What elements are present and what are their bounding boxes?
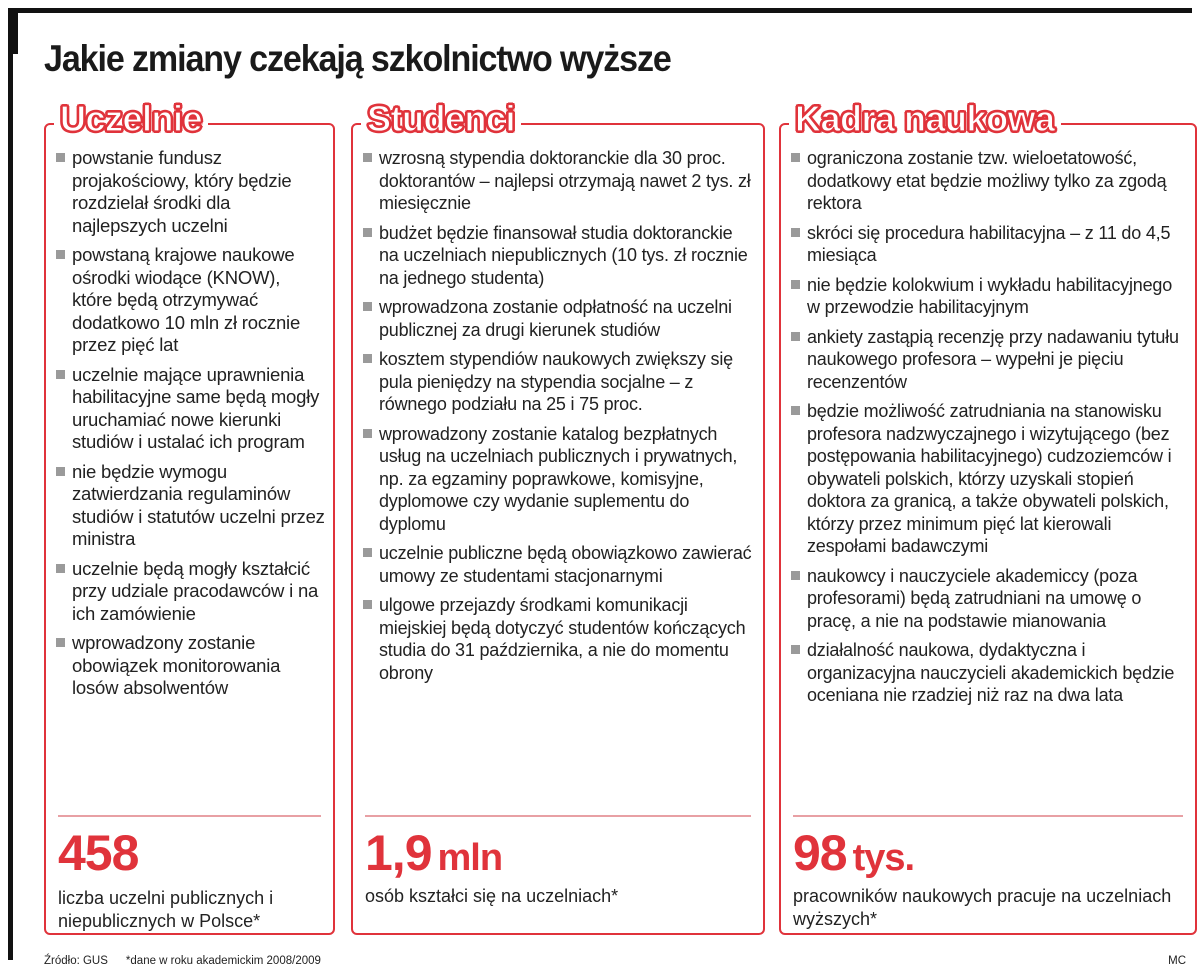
list-item xyxy=(56,558,325,626)
list-item-text: ankiety zastąpią recenzję przy nadawaniu tytułu naukowego profesora – wypełni je pięciu recenzentów xyxy=(807,326,1179,392)
author-initials: MC xyxy=(1168,955,1186,967)
footer-source xyxy=(44,955,321,967)
list-item xyxy=(363,222,755,290)
stat-unit: mln xyxy=(437,837,503,879)
list-item xyxy=(56,364,325,454)
footnote-text: *dane w roku akademickim 2008/2009 xyxy=(125,955,321,967)
list-item-text: wzrosną stypendia doktoranckie dla 30 proc. doktorantów – najlepsi otrzymają nawet 2 tys. zł miesięcznie xyxy=(379,148,751,213)
square-bullet-icon xyxy=(56,250,65,259)
stat-divider xyxy=(793,815,1183,817)
stat-number xyxy=(58,825,144,886)
square-bullet-icon xyxy=(791,153,800,162)
square-bullet-icon xyxy=(791,228,800,237)
square-bullet-icon xyxy=(363,354,372,363)
square-bullet-icon xyxy=(363,600,372,609)
list-item-text: uczelnie mające uprawnienia habilitacyjne same będą mogły uruchamiać nowe kierunki studiów i ustalać ich program xyxy=(72,363,320,452)
stat-caption: liczba uczelni publicznych i niepublicznych w Polsce* xyxy=(58,888,274,931)
square-bullet-icon xyxy=(791,406,800,415)
square-bullet-icon xyxy=(791,645,800,654)
list-item xyxy=(791,565,1187,633)
list-item xyxy=(791,326,1187,394)
list-item xyxy=(363,594,755,684)
list-item xyxy=(363,423,755,536)
list-item xyxy=(56,632,325,700)
column-heading: Uczelnie xyxy=(54,97,208,141)
square-bullet-icon xyxy=(791,332,800,341)
list-item-text: naukowcy i nauczyciele akademiccy (poza profesorami) będą zatrudniani na umowę o pracę, a nie na podstawie mianowania xyxy=(807,565,1142,631)
list-item-text: skróci się procedura habilitacyjna – z 11 do 4,5 miesiąca xyxy=(807,222,1171,265)
column-kadra-naukowa xyxy=(779,98,1197,935)
bullet-list xyxy=(353,125,763,684)
square-bullet-icon xyxy=(56,370,65,379)
list-item-text: uczelnie będą mogły kształcić przy udziale pracodawców i na ich zamówienie xyxy=(72,557,319,624)
stat-divider xyxy=(58,815,321,817)
source-text: Źródło: GUS xyxy=(44,955,108,967)
list-item-text: powstanie fundusz projakościowy, który będzie rozdzielał środki dla najlepszych uczelni xyxy=(72,147,292,236)
bullet-list xyxy=(781,125,1195,707)
list-item xyxy=(56,461,325,551)
square-bullet-icon xyxy=(56,153,65,162)
list-item xyxy=(791,222,1187,267)
list-item-text: wprowadzony zostanie obowiązek monitorowania losów absolwentów xyxy=(72,632,281,698)
list-item xyxy=(791,274,1187,319)
left-frame-rule xyxy=(8,8,13,960)
list-item xyxy=(363,542,755,587)
square-bullet-icon xyxy=(363,429,372,438)
square-bullet-icon xyxy=(56,564,65,573)
square-bullet-icon xyxy=(791,280,800,289)
left-frame-tab xyxy=(8,8,18,54)
square-bullet-icon xyxy=(56,638,65,647)
square-bullet-icon xyxy=(363,548,372,557)
list-item xyxy=(791,400,1187,558)
list-item xyxy=(363,296,755,341)
list-item-text: uczelnie publiczne będą obowiązkowo zawierać umowy ze studentami stacjonarnymi xyxy=(379,543,752,586)
square-bullet-icon xyxy=(363,228,372,237)
page-title: Jakie zmiany czekają szkolnictwo wyższe xyxy=(44,38,671,79)
stat-number xyxy=(365,825,502,886)
stat-value: 458 xyxy=(58,825,139,881)
list-item-text: będzie możliwość zatrudniania na stanowisku profesora nadzwyczajnego i wizytującego (bez postępowania habilitacyjnego) cudzoziemców i obywateli polskich, którzy uzyskali stopień doktora za granicą, a także obywateli polskich, którzy przez minimum pięć lat kierowali zespołami badawczymi xyxy=(807,401,1172,556)
list-item xyxy=(363,348,755,416)
list-item-text: budżet będzie finansował studia doktoranckie na uczelniach niepublicznych (10 tys. zł rocznie na jednego studenta) xyxy=(379,222,748,288)
list-item xyxy=(791,147,1187,215)
list-item xyxy=(791,639,1187,707)
list-item-text: ulgowe przejazdy środkami komunikacji miejskiej będą dotyczyć studentów kończących studia do 31 października, a nie do momentu obrony xyxy=(379,595,746,683)
list-item-text: ograniczona zostanie tzw. wieloetatowość, dodatkowy etat będzie możliwy tylko za zgodą rektora xyxy=(807,148,1167,213)
column-studenci xyxy=(351,98,765,935)
list-item-text: nie będzie wymogu zatwierdzania regulaminów studiów i statutów uczelni przez ministra xyxy=(72,460,325,549)
square-bullet-icon xyxy=(363,302,372,311)
column-uczelnie xyxy=(44,98,335,935)
stat-unit: tys. xyxy=(852,837,915,879)
list-item-text: nie będzie kolokwium i wykładu habilitacyjnego w przewodzie habilitacyjnym xyxy=(807,274,1173,317)
list-item-text: kosztem stypendiów naukowych zwiększy się pula pieniędzy na stypendia socjalne – z równego podziału na 25 i 75 proc. xyxy=(379,349,733,414)
top-frame-rule xyxy=(8,8,1192,13)
stat-value: 98 xyxy=(793,825,847,881)
column-heading: Studenci xyxy=(361,97,521,141)
column-heading: Kadra naukowa xyxy=(789,97,1061,141)
list-item xyxy=(56,244,325,357)
bullet-list xyxy=(46,125,333,700)
list-item-text: powstaną krajowe naukowe ośrodki wiodące (KNOW), które będą otrzymywać dodatkowo 10 mln zł rocznie przez pięć lat xyxy=(72,244,301,355)
square-bullet-icon xyxy=(363,153,372,162)
stat-number xyxy=(793,825,914,886)
list-item-text: wprowadzona zostanie odpłatność na uczelni publicznej za drugi kierunek studiów xyxy=(379,297,732,340)
list-item xyxy=(363,147,755,215)
stat-caption: osób kształci się na uczelniach* xyxy=(365,886,619,906)
list-item xyxy=(56,147,325,237)
list-item-text: działalność naukowa, dydaktyczna i organizacyjna nauczycieli akademickich będzie oceniana nie rzadziej niż raz na dwa lata xyxy=(807,640,1175,705)
square-bullet-icon xyxy=(791,571,800,580)
stat-divider xyxy=(365,815,751,817)
square-bullet-icon xyxy=(56,467,65,476)
stat-value: 1,9 xyxy=(365,825,432,881)
list-item-text: wprowadzony zostanie katalog bezpłatnych usług na uczelniach publicznych i prywatnych, np. za egzaminy poprawkowe, komisyjne, dyplomowe czy wydanie suplementu do dyplomu xyxy=(379,423,738,534)
stat-caption: pracowników naukowych pracuje na uczelniach wyższych* xyxy=(793,886,1172,929)
